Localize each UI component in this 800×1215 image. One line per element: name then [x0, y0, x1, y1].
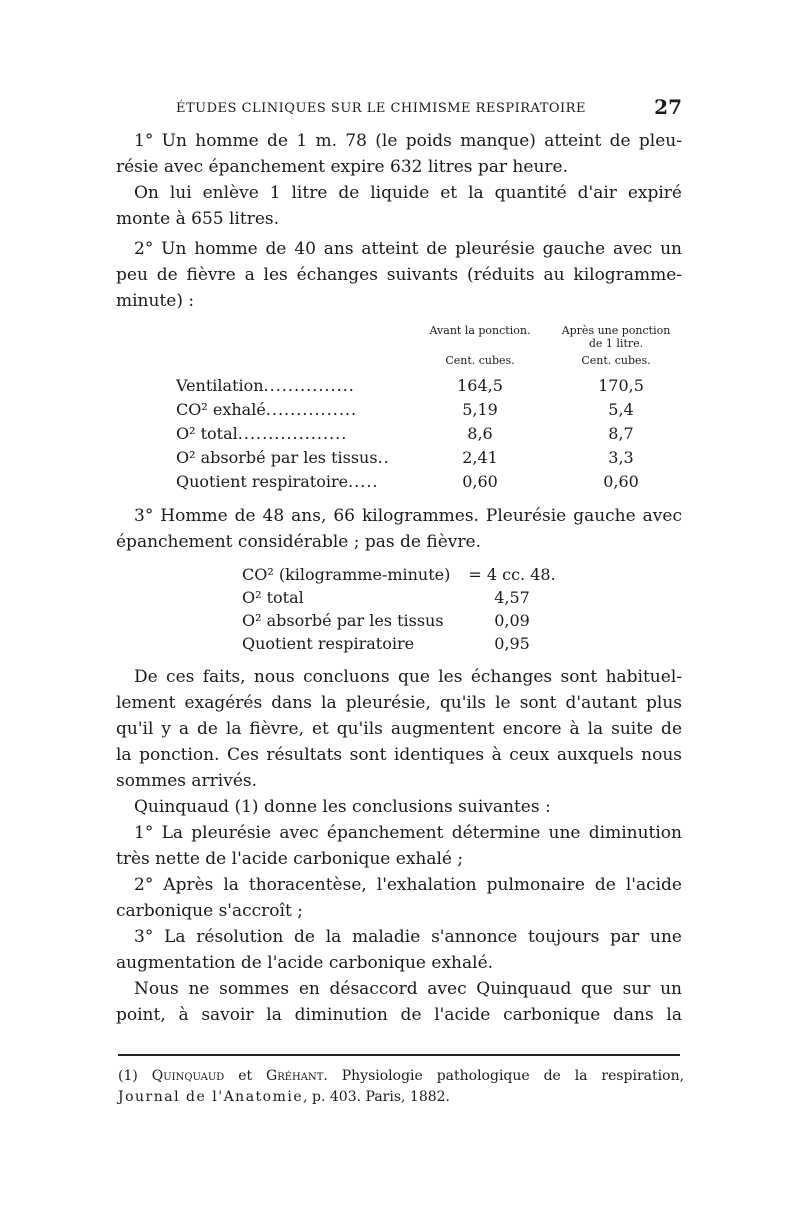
column-unit-before: Cent. cubes.	[445, 354, 515, 367]
column-header-before: Avant la ponction.	[429, 324, 531, 337]
column-header-after	[541, 324, 691, 350]
running-head-title: ÉTUDES CLINIQUES SUR LE CHIMISME RESPIRATOIRE	[176, 101, 586, 116]
text-line: De ces faits, nous concluons que les échanges sont habituel-	[134, 667, 682, 687]
text-line: 2° Après la thoracentèse, l'exhalation pulmonaire de l'acide	[134, 875, 682, 895]
row-label: O² total	[242, 588, 304, 607]
text-line: 3° La résolution de la maladie s'annonce toujours par une	[134, 927, 682, 947]
footnote-line-1: (1) Quinquaud et Gréhant. Physiologie pathologique de la respiration,	[118, 1068, 685, 1084]
value-before: 2,41	[462, 448, 498, 467]
value-after: 5,4	[608, 400, 634, 419]
text-line: On lui enlève 1 litre de liquide et la quantité d'air expiré	[134, 183, 682, 203]
text-line: minute) :	[116, 291, 195, 311]
text-line: la ponction. Ces résultats sont identiques à ceux auxquels nous	[116, 745, 682, 765]
exchange-table-case-3	[242, 563, 622, 655]
row-label: CO² exhalé...............	[176, 400, 358, 419]
table-row	[242, 632, 622, 655]
value-before: 0,60	[462, 472, 498, 491]
text-line: résie avec épanchement expire 632 litres par heure.	[116, 157, 568, 177]
row-label: Quotient respiratoire.....	[176, 472, 379, 491]
text-line: 2° Un homme de 40 ans atteint de pleurésie gauche avec un	[134, 239, 682, 259]
text-line: Quinquaud (1) donne les conclusions suivantes :	[134, 797, 551, 817]
footnote	[118, 1066, 684, 1108]
table-row	[176, 374, 686, 398]
value-after: 3,3	[608, 448, 634, 467]
table-row	[242, 609, 622, 632]
column-unit-after: Cent. cubes.	[581, 354, 651, 367]
footnote-author: Gréhant.	[266, 1068, 328, 1084]
case-3-paragraph	[116, 503, 682, 555]
row-label: Ventilation...............	[176, 376, 355, 395]
value-before: 5,19	[462, 400, 498, 419]
table-row	[176, 398, 686, 422]
row-value: 0,09	[494, 611, 530, 630]
value-before: 164,5	[457, 376, 503, 395]
row-value: = 4 cc. 48.	[468, 565, 556, 584]
footnote-reference: , p. 403. Paris, 1882.	[303, 1089, 450, 1105]
footnote-line-2	[118, 1087, 684, 1108]
text-line: 3° Homme de 48 ans, 66 kilogrammes. Pleurésie gauche avec	[134, 506, 682, 526]
text-line: point, à savoir la diminution de l'acide carbonique dans la	[116, 1005, 682, 1025]
conclusion-paragraph	[116, 664, 682, 794]
footnote-journal: Journal de l'Anatomie	[118, 1089, 304, 1105]
text-line: très nette de l'acide carbonique exhalé ;	[116, 849, 464, 869]
row-label: O² total..................	[176, 424, 348, 443]
case-2-paragraph	[116, 236, 682, 314]
text-line: 1° La pleurésie avec épanchement détermine une diminution	[134, 823, 682, 843]
table-row	[176, 446, 686, 470]
footnote-divider	[118, 1054, 680, 1056]
equals-sign: =	[468, 565, 482, 584]
table-header	[176, 324, 686, 374]
footnote-marker: (1)	[118, 1068, 138, 1084]
table-row	[242, 563, 622, 586]
text-line: lement exagérés dans la pleurésie, qu'ils le sont d'autant plus	[116, 693, 682, 713]
text-line: peu de fièvre a les échanges suivants (réduits au kilogramme-	[116, 265, 682, 285]
table-row	[176, 422, 686, 446]
value-before: 8,6	[467, 424, 493, 443]
table-row	[242, 586, 622, 609]
text-line: qu'il y a de la fièvre, et qu'ils augmentent encore à la suite de	[116, 719, 682, 739]
row-value: 4,57	[494, 588, 530, 607]
text-line: monte à 655 litres.	[116, 209, 280, 229]
row-label: Quotient respiratoire	[242, 634, 415, 653]
value-after: 170,5	[598, 376, 644, 395]
row-label: O² absorbé par les tissus	[242, 611, 444, 630]
footnote-author: Quinquaud	[151, 1068, 225, 1084]
value-after: 8,7	[608, 424, 634, 443]
footnote-title: Physiologie pathologique de la respiration,	[341, 1068, 685, 1084]
exchange-table-case-2	[176, 324, 686, 494]
text-line: Nous ne sommes en désaccord avec Quinquaud que sur un	[134, 979, 682, 999]
text-line: épanchement considérable ; pas de fièvre.	[116, 532, 481, 552]
quinquaud-paragraph	[116, 794, 682, 1028]
page-number: 27	[654, 95, 682, 119]
text-line: sommes arrivés.	[116, 771, 258, 791]
case-1-paragraph	[116, 128, 682, 232]
row-label: O² absorbé par les tissus..	[176, 448, 390, 467]
value-after: 0,60	[603, 472, 639, 491]
table-row	[176, 470, 686, 494]
row-label: CO² (kilogramme-minute)	[242, 565, 451, 584]
column-header-after-line2: de 1 litre.	[588, 337, 644, 350]
column-header-after-line1: Après une ponction	[561, 324, 671, 337]
text-line: carbonique s'accroît ;	[116, 901, 303, 921]
running-head	[116, 95, 682, 123]
text-line: 1° Un homme de 1 m. 78 (le poids manque) atteint de pleu-	[134, 131, 682, 151]
row-value: 0,95	[494, 634, 530, 653]
text-line: augmentation de l'acide carbonique exhalé.	[116, 953, 494, 973]
